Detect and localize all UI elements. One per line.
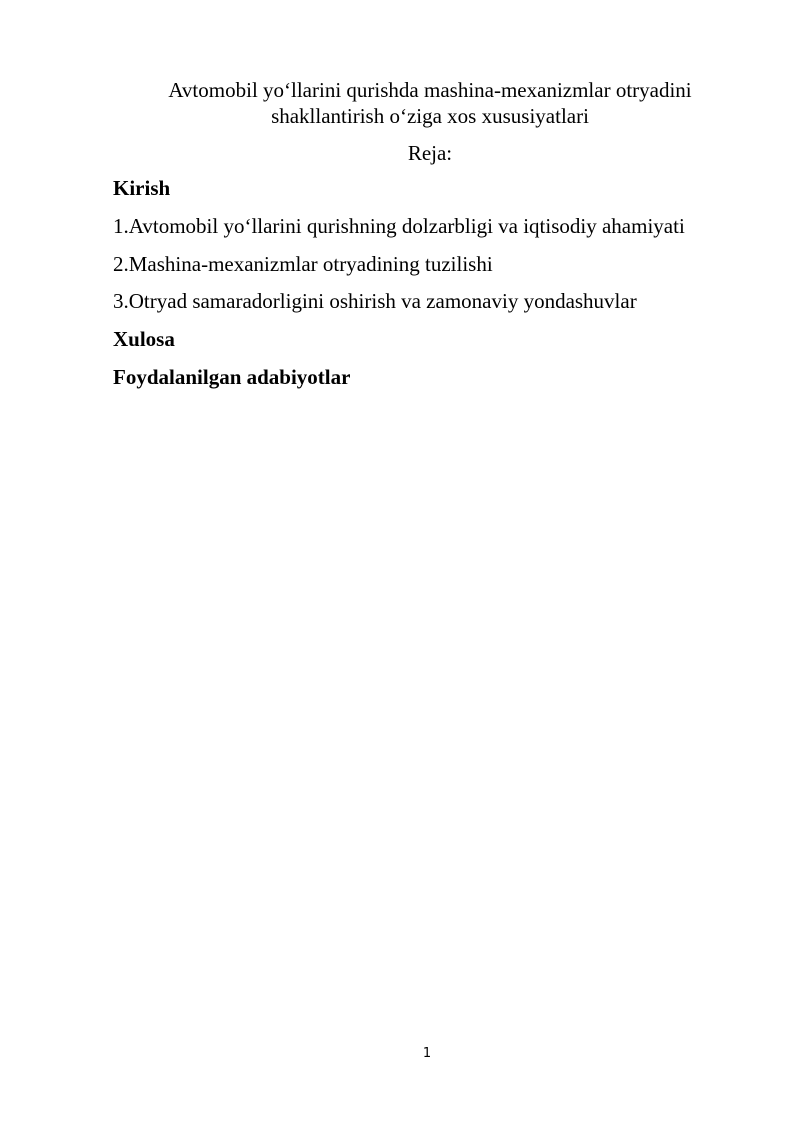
plan-item-2: 2.Mashina-mexanizmlar otryadining tuzilishi bbox=[113, 252, 493, 276]
plan-item-conclusion: Xulosa bbox=[113, 327, 175, 351]
plan-item-1: 1.Avtomobil yo‘llarini qurishning dolzarbligi va iqtisodiy ahamiyati bbox=[113, 214, 685, 238]
plan-item-introduction: Kirish bbox=[113, 176, 171, 200]
document-title-line-2: shakllantirish o‘ziga xos xususiyatlari bbox=[271, 104, 589, 128]
document-title-line-1: Avtomobil yo‘llarini qurishda mashina-mexanizmlar otryadini bbox=[168, 78, 692, 102]
plan-heading: Reja: bbox=[407, 141, 453, 165]
plan-item-3: 3.Otryad samaradorligini oshirish va zamonaviy yondashuvlar bbox=[113, 289, 637, 313]
plan-item-references: Foydalanilgan adabiyotlar bbox=[113, 365, 351, 389]
page-number: 1 bbox=[422, 1046, 432, 1061]
